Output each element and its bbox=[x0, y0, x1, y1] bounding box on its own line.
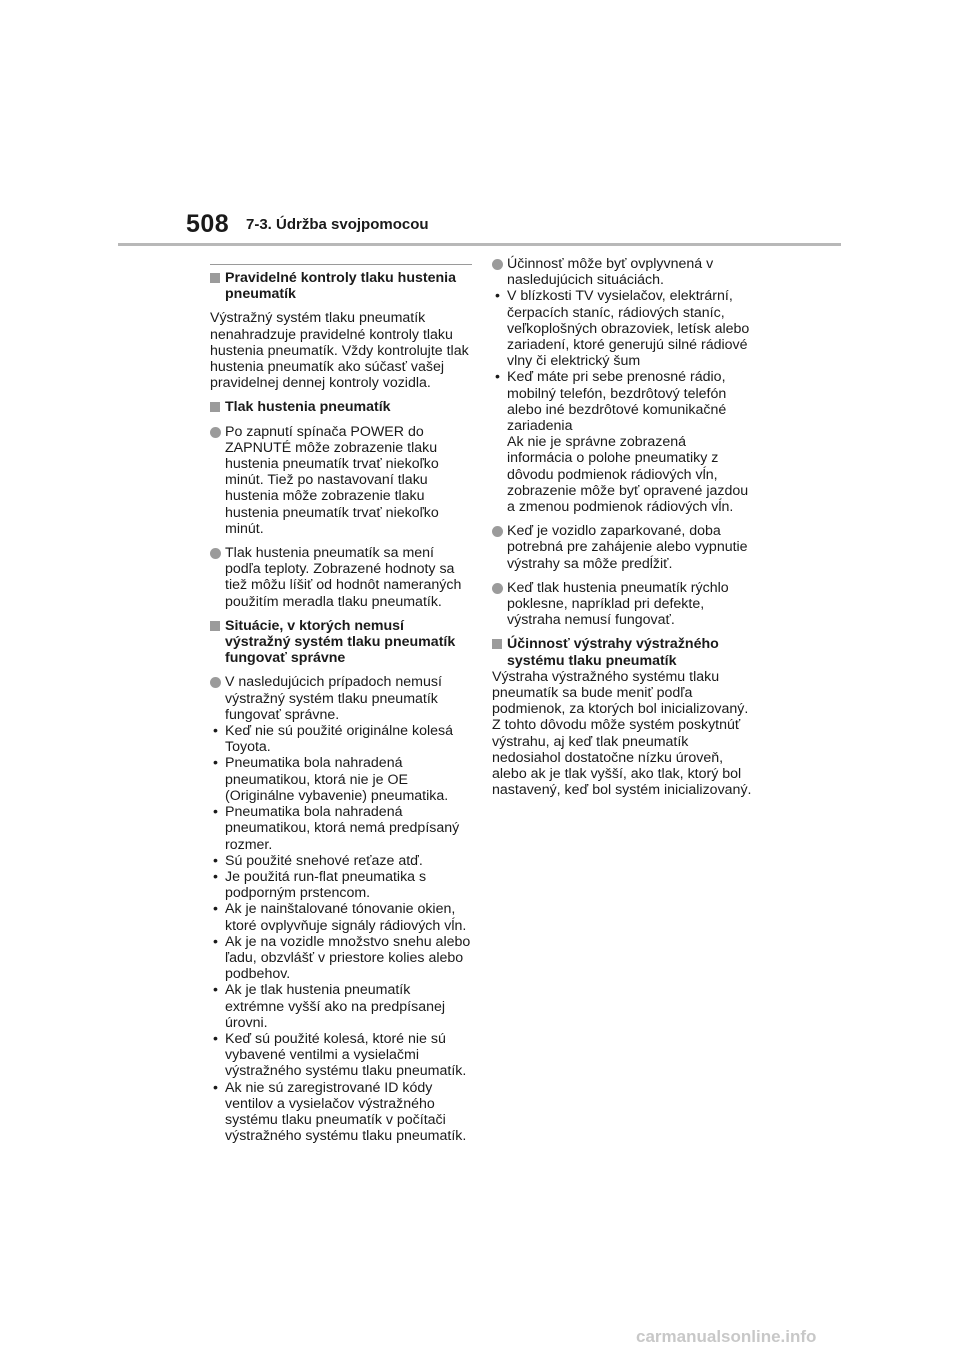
interference-list bbox=[492, 288, 754, 434]
right-column bbox=[492, 256, 754, 799]
heading-warning-effectiveness: Účinnosť výstrahy výstražného systému tlaku pneumatík bbox=[492, 636, 754, 668]
note-parked: Keď je vozidlo zaparkované, doba potrebná pre zahájenie alebo vypnutie výstrahy sa môže predĺžiť. bbox=[492, 523, 754, 572]
list-item-text: Ak je na vozidle množstvo snehu alebo ľadu, obzvlášť v priestore kolies alebo podbehov. bbox=[225, 933, 471, 983]
heading-malfunction-situations: Situácie, v ktorých nemusí výstražný systém tlaku pneumatík fungovať správne bbox=[210, 618, 472, 667]
list-item bbox=[210, 901, 472, 933]
bullet-dot: • bbox=[213, 933, 218, 950]
note-power-on: Po zapnutí spínača POWER do ZAPNUTÉ môže zobrazenie tlaku hustenia pneumatík trvať niekoľko minút. Tiež po nastavovaní tlaku hustenia môže zobrazenie tlaku hustenia pneumatík trvať niekoľko minút. bbox=[210, 424, 472, 537]
bullet-dot: • bbox=[213, 1030, 218, 1047]
list-item-text: Sú použité snehové reťaze atď. bbox=[225, 852, 423, 869]
bullet-dot: • bbox=[213, 755, 218, 772]
list-item-text: V blízkosti TV vysielačov, elektrární, čerpacích staníc, rádiových staníc, veľkoplošných obrazoviek, letísk alebo zariadení, ktoré generujú silné rádiové vlny či elektrický šum bbox=[507, 288, 750, 370]
list-item-text: Ak je nainštalované tónovanie okien, ktoré ovplyvňuje signály rádiových vĺn. bbox=[225, 901, 467, 934]
column-top-rule bbox=[210, 264, 472, 265]
circle-bullet-icon bbox=[492, 526, 503, 537]
page-number: 508 bbox=[186, 210, 230, 238]
left-column bbox=[210, 264, 472, 1144]
bullet-dot: • bbox=[213, 852, 218, 869]
list-item bbox=[210, 982, 472, 1031]
bullet-dot: • bbox=[213, 901, 218, 918]
bullet-dot: • bbox=[213, 804, 218, 821]
list-item bbox=[210, 934, 472, 983]
bullet-dot: • bbox=[495, 288, 500, 305]
list-item bbox=[210, 1031, 472, 1080]
bullet-dot: • bbox=[213, 982, 218, 999]
square-bullet-icon bbox=[210, 621, 220, 631]
list-item-text: Keď máte pri sebe prenosné rádio, mobilný telefón, bezdrôtový telefón alebo iné bezdrôtové komunikačné zariadenia bbox=[507, 369, 727, 435]
heading-tire-pressure: Tlak hustenia pneumatík bbox=[210, 399, 472, 415]
paragraph-regular-checks: Výstražný systém tlaku pneumatík nenahradzuje pravidelné kontroly tlaku hustenia pneumatík. Vždy kontrolujte tlak hustenia pneumatík ako súčasť vašej pravidelnej dennej kontroly vozidla. bbox=[210, 310, 469, 392]
list-item-text: Ak nie sú zaregistrované ID kódy ventilov a vysielačov výstražného systému tlaku pneumatík v počítači výstražného systému tlaku pneumatík. bbox=[225, 1079, 467, 1145]
list-item bbox=[492, 288, 754, 369]
situations-list bbox=[210, 723, 472, 1144]
square-bullet-icon bbox=[492, 639, 502, 649]
list-item bbox=[210, 804, 472, 853]
watermark: carmanualsonline.info bbox=[636, 1327, 817, 1346]
circle-bullet-icon bbox=[210, 548, 221, 559]
heading-regular-checks: Pravidelné kontroly tlaku hustenia pneumatík bbox=[210, 270, 472, 302]
list-item-text: Keď sú použité kolesá, ktoré nie sú vybavené ventilmi a vysielačmi výstražného systému tlaku pneumatík. bbox=[225, 1030, 467, 1080]
list-item bbox=[210, 853, 472, 869]
list-item bbox=[210, 869, 472, 901]
list-item bbox=[492, 369, 754, 434]
note-temperature: Tlak hustenia pneumatík sa mení podľa teploty. Zobrazené hodnoty sa tiež môžu líšiť od hodnôt nameraných použitím meradla tlaku pneumatík. bbox=[210, 545, 472, 610]
note-effectiveness: Účinnosť môže byť ovplyvnená v nasledujúcich situáciách. bbox=[492, 256, 754, 288]
list-item-text: Keď nie sú použité originálne kolesá Toyota. bbox=[225, 723, 453, 756]
paragraph-warning-effectiveness: Výstraha výstražného systému tlaku pneumatík sa bude meniť podľa podmienok, za ktorých bol inicializovaný. Z tohto dôvodu môže systém poskytnúť výstrahu, aj keď tlak pneumatík nedosiahol dostatočne nízku úroveň, alebo ak je tlak vyšší, ako tlak, ktorý bol nastavený, keď bol systém inicializovaný. bbox=[492, 668, 752, 799]
note-rapid-drop: Keď tlak hustenia pneumatík rýchlo poklesne, napríklad pri defekte, výstraha nemusí fungovať. bbox=[492, 580, 754, 629]
list-item bbox=[210, 755, 472, 804]
list-item bbox=[210, 723, 472, 755]
bullet-dot: • bbox=[213, 723, 218, 740]
interference-note: Ak nie je správne zobrazená informácia o polohe pneumatiky z dôvodu podmienok rádiových vĺn, zobrazenie môže byť opravené jazdou a zmenou podmienok rádiových vĺn. bbox=[507, 434, 749, 516]
square-bullet-icon bbox=[210, 402, 220, 412]
header-rule bbox=[118, 243, 841, 246]
circle-bullet-icon bbox=[210, 427, 221, 438]
list-item-text: Pneumatika bola nahradená pneumatikou, ktorá nie je OE (Originálne vybavenie) pneumatika. bbox=[225, 755, 449, 804]
note-following-cases: V nasledujúcich prípadoch nemusí výstražný systém tlaku pneumatík fungovať správne. bbox=[210, 674, 472, 723]
bullet-dot: • bbox=[495, 369, 500, 386]
circle-bullet-icon bbox=[492, 583, 503, 594]
circle-bullet-icon bbox=[492, 259, 503, 270]
circle-bullet-icon bbox=[210, 677, 221, 688]
list-item bbox=[210, 1080, 472, 1145]
list-item-text: Je použitá run-flat pneumatika s podporným prstencom. bbox=[225, 868, 427, 902]
square-bullet-icon bbox=[210, 273, 220, 283]
bullet-dot: • bbox=[213, 868, 218, 885]
section-title: 7-3. Údržba svojpomocou bbox=[246, 216, 429, 233]
list-item-text: Pneumatika bola nahradená pneumatikou, ktorá nemá predpísaný rozmer. bbox=[225, 804, 460, 853]
bullet-dot: • bbox=[213, 1079, 218, 1096]
list-item-text: Ak je tlak hustenia pneumatík extrémne vyšší ako na predpísanej úrovni. bbox=[225, 982, 446, 1031]
